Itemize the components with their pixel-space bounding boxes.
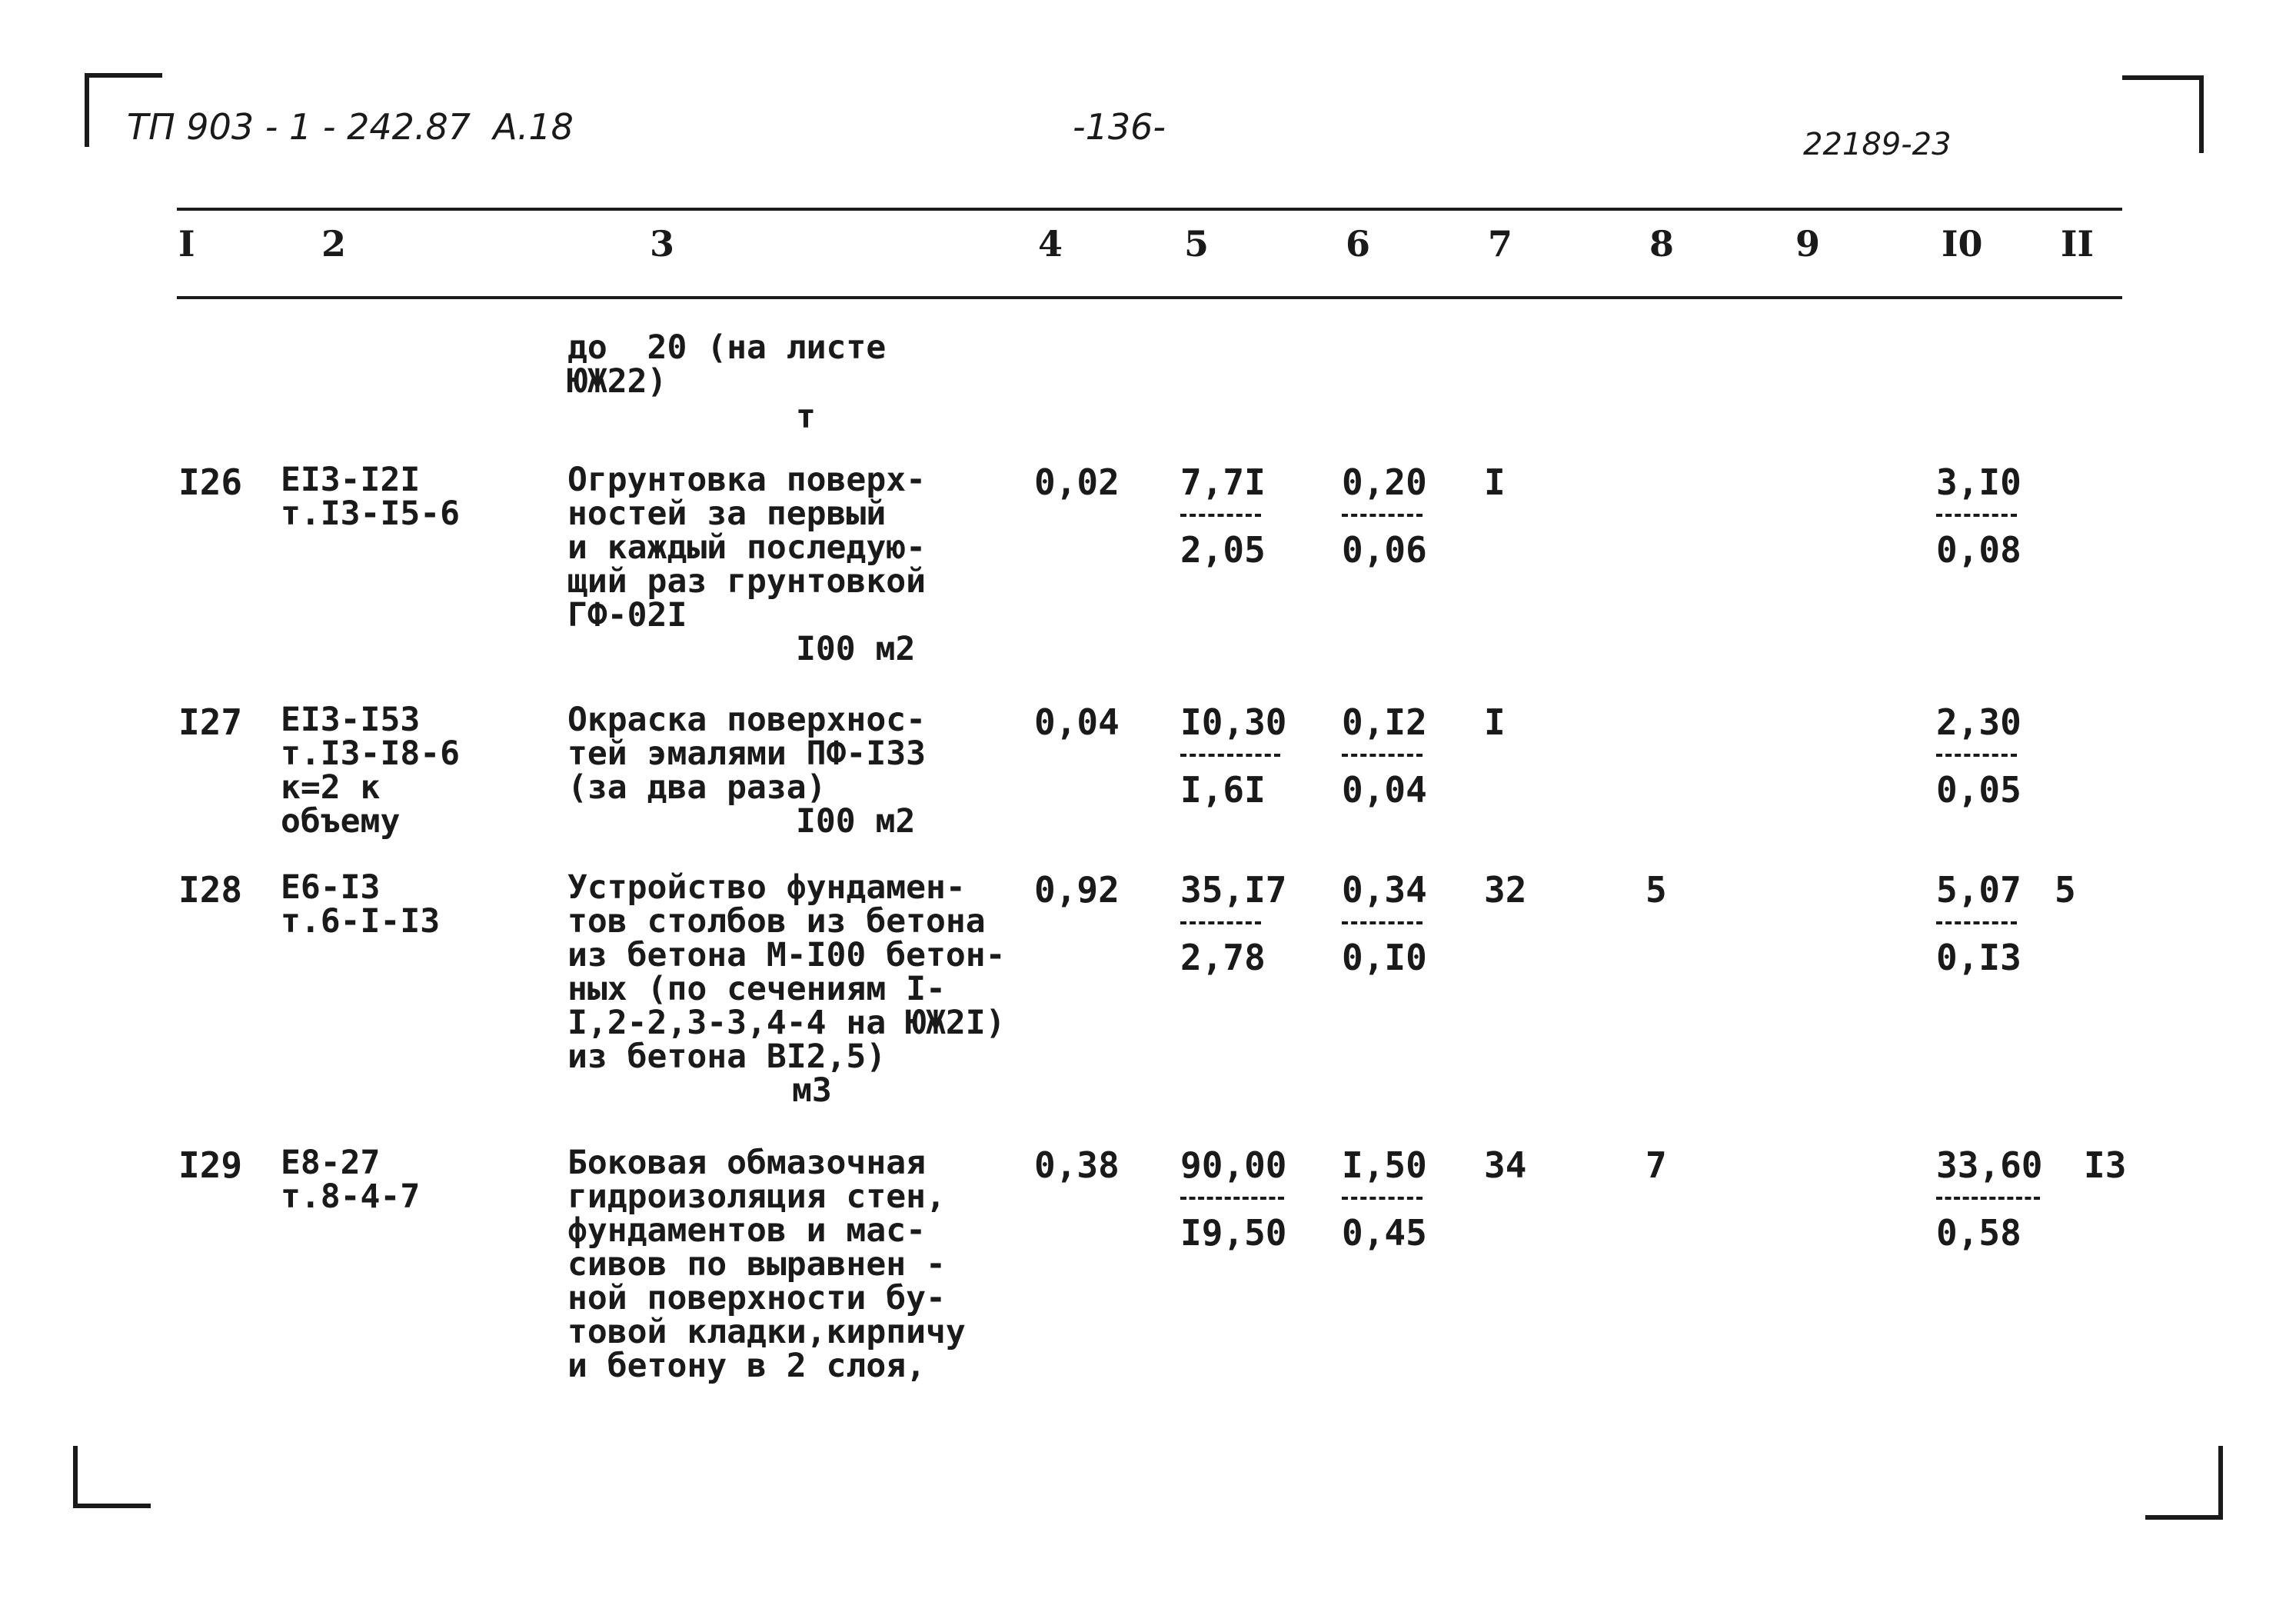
column-number: II (2061, 223, 2095, 265)
col5-top: I0,30 (1180, 701, 1287, 743)
col6-bottom: 0,45 (1342, 1212, 1427, 1254)
col4-value: 0,92 (1034, 869, 1120, 911)
row-unit: м3 (792, 1071, 832, 1110)
row-unit: I00 м2 (796, 630, 916, 668)
col6-fraction-line (1342, 514, 1423, 517)
col11-value: I3 (2084, 1144, 2127, 1186)
col4-value: 0,38 (1034, 1144, 1120, 1186)
col10-bottom: 0,58 (1936, 1212, 2021, 1254)
row-description: Устройство фундамен- тов столбов из бетона из бетона М-I00 бетон- ных (по сечениям I- I,2-2,3-3,4-4 на ЮЖ2I) из бетона BI2,5) (567, 868, 1006, 1076)
col10-top: 5,07 (1936, 869, 2021, 911)
row-description: Боковая обмазочная гидроизоляция стен, фундаментов и мас- сивов по выравнен - ной поверхности бу- товой кладки,кирпичу и бетону в 2 слоя, (567, 1144, 966, 1385)
row-unit: I00 м2 (796, 802, 916, 841)
row-description: Огрунтовка поверх- ностей за первый и каждый последую- щий раз грунтовкой ГФ-02I (567, 461, 926, 634)
col10-fraction-line (1936, 1197, 2040, 1200)
col7-value: I (1484, 701, 1506, 743)
col10-fraction-line (1936, 754, 2017, 757)
col6-fraction-line (1342, 921, 1423, 924)
col10-fraction-line (1936, 514, 2017, 517)
col6-bottom: 0,06 (1342, 529, 1427, 571)
col6-fraction-line (1342, 1197, 1423, 1200)
corner-mark-bottom-left (73, 1446, 151, 1508)
col8-value: 5 (1645, 869, 1667, 911)
col5-bottom: 2,78 (1180, 937, 1266, 978)
col5-top: 35,I7 (1180, 869, 1287, 911)
column-number: I (178, 223, 195, 265)
col5-fraction-line (1180, 514, 1261, 517)
col4-value: 0,02 (1034, 461, 1120, 503)
col10-bottom: 0,08 (1936, 529, 2021, 571)
col11-value: 5 (2055, 869, 2076, 911)
column-number: 9 (1795, 223, 1821, 265)
col6-top: 0,34 (1342, 869, 1427, 911)
col4-value: 0,04 (1034, 701, 1120, 743)
corner-mark-bottom-right (2145, 1446, 2223, 1520)
row-code: E8-27 т.8-4-7 (281, 1144, 421, 1216)
carry-over-unit: т (796, 398, 816, 436)
header-top-rule (177, 208, 2122, 211)
column-number: 4 (1038, 223, 1063, 265)
column-number: I0 (1942, 223, 1983, 265)
column-number: 6 (1346, 223, 1371, 265)
col10-bottom: 0,05 (1936, 769, 2021, 811)
row-code: E6-I3 т.6-I-I3 (281, 868, 441, 941)
col8-value: 7 (1645, 1144, 1667, 1186)
col10-top: 2,30 (1936, 701, 2021, 743)
col6-fraction-line (1342, 754, 1423, 757)
column-number: 3 (650, 223, 675, 265)
col5-fraction-line (1180, 1197, 1284, 1200)
column-number: 8 (1649, 223, 1675, 265)
row-number: I27 (178, 701, 243, 743)
page-number: -136- (1073, 106, 1166, 148)
document-designation: ТП 903 - 1 - 242.87 А.18 (127, 106, 574, 148)
col5-bottom: I9,50 (1180, 1212, 1287, 1254)
column-number: 5 (1184, 223, 1210, 265)
col7-value: 32 (1484, 869, 1527, 911)
row-code: EI3-I53 т.I3-I8-6 к=2 к объему (281, 701, 460, 841)
carry-over-text: до 20 (на листе ЮЖ22) (567, 328, 887, 401)
col6-top: 0,I2 (1342, 701, 1427, 743)
row-number: I28 (178, 869, 243, 911)
col5-bottom: 2,05 (1180, 529, 1266, 571)
column-number: 2 (321, 223, 347, 265)
col6-bottom: 0,I0 (1342, 937, 1427, 978)
row-code: EI3-I2I т.I3-I5-6 (281, 461, 460, 533)
row-description: Окраска поверхнос- тей эмалями ПФ-I33 (за два раза) (567, 701, 926, 807)
col10-top: 3,I0 (1936, 461, 2021, 503)
col7-value: 34 (1484, 1144, 1527, 1186)
col5-fraction-line (1180, 921, 1261, 924)
col5-top: 7,7I (1180, 461, 1266, 503)
document-code: 22189-23 (1803, 127, 1952, 162)
col5-bottom: I,6I (1180, 769, 1266, 811)
corner-mark-top-right (2122, 75, 2204, 153)
col6-top: I,50 (1342, 1144, 1427, 1186)
col10-top: 33,60 (1936, 1144, 2043, 1186)
row-number: I26 (178, 461, 243, 503)
col7-value: I (1484, 461, 1506, 503)
column-number: 7 (1488, 223, 1513, 265)
header-bottom-rule (177, 296, 2122, 299)
row-number: I29 (178, 1144, 243, 1186)
col10-fraction-line (1936, 921, 2017, 924)
col10-bottom: 0,I3 (1936, 937, 2021, 978)
col5-fraction-line (1180, 754, 1280, 757)
col6-bottom: 0,04 (1342, 769, 1427, 811)
col6-top: 0,20 (1342, 461, 1427, 503)
col5-top: 90,00 (1180, 1144, 1287, 1186)
